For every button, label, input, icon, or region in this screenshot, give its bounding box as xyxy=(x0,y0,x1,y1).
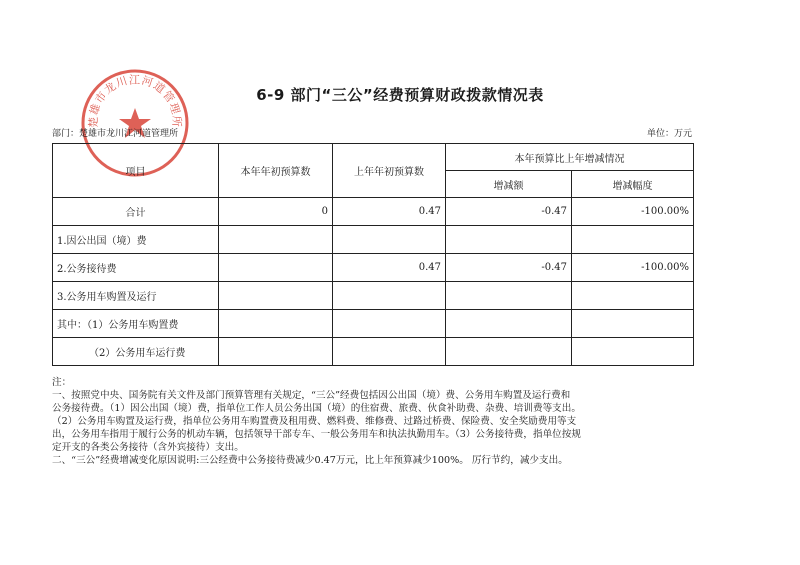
table-row xyxy=(53,226,694,254)
row-previous xyxy=(333,226,446,254)
page-title: 6-9 部门“三公”经费预算财政拨款情况表 xyxy=(256,86,544,104)
table-row xyxy=(53,282,694,310)
row-current: 0 xyxy=(219,198,333,226)
note-line: （2）公务用车购置及运行费，指单位公务用车购置费及租用费、燃料费、维修费、过路过桥费、保险费、安全奖励费用等支 xyxy=(52,416,577,427)
header-item: 项目 xyxy=(53,144,219,198)
row-change: -0.47 xyxy=(446,254,572,282)
row-current xyxy=(219,254,333,282)
table-header-row xyxy=(53,144,694,171)
table-row xyxy=(53,338,694,366)
row-rate xyxy=(572,310,694,338)
row-previous: 0.47 xyxy=(333,198,446,226)
row-change xyxy=(446,282,572,310)
row-current xyxy=(219,338,333,366)
row-previous xyxy=(333,338,446,366)
header-change-rate: 增减幅度 xyxy=(572,171,694,198)
row-item: 其中：（1）公务用车购置费 xyxy=(53,310,219,338)
row-change xyxy=(446,338,572,366)
header-current: 本年年初预算数 xyxy=(219,144,333,198)
notes-section xyxy=(52,376,702,467)
note-line: 一、按照党中央、国务院有关文件及部门预算管理有关规定，“三公”经费包括因公出国（境）费、公务用车购置及运行费和 xyxy=(52,390,571,401)
row-item: 3.公务用车购置及运行 xyxy=(53,282,219,310)
notes-label: 注： xyxy=(52,377,72,388)
seal-text: 楚雄市龙川江河道管理所 xyxy=(86,73,184,128)
row-item: 1.因公出国（境）费 xyxy=(53,226,219,254)
budget-table xyxy=(52,143,694,366)
row-previous xyxy=(333,310,446,338)
table-row xyxy=(53,310,694,338)
note-line: 公务接待费。（1）因公出国（境）费，指单位工作人员公务出国（境）的住宿费、旅费、伙食补助费、杂费、培训费等支出。 xyxy=(52,403,581,414)
row-current xyxy=(219,310,333,338)
unit-label: 单位：万元 xyxy=(646,129,692,139)
row-previous xyxy=(333,282,446,310)
row-change: -0.47 xyxy=(446,198,572,226)
note-line: 出，公务用车指用于履行公务的机动车辆，包括领导干部专车、一般公务用车和执法执勤用车。（3）公务接待费，指单位按规 xyxy=(52,429,581,440)
row-rate xyxy=(572,338,694,366)
department-label: 部门：楚雄市龙川江河道管理所 xyxy=(52,129,179,139)
row-rate: -100.00% xyxy=(572,198,694,226)
header-change-amount: 增减额 xyxy=(446,171,572,198)
row-change xyxy=(446,226,572,254)
row-change xyxy=(446,310,572,338)
row-current xyxy=(219,226,333,254)
row-item: （2）公务用车运行费 xyxy=(53,338,219,366)
note-line: 定开支的各类公务接待（含外宾接待）支出。 xyxy=(52,442,244,453)
row-item: 2.公务接待费 xyxy=(53,254,219,282)
table-row-total xyxy=(53,198,694,226)
header-change-group: 本年预算比上年增减情况 xyxy=(446,144,694,171)
row-item: 合计 xyxy=(53,198,219,226)
header-previous: 上年年初预算数 xyxy=(333,144,446,198)
note-line: 二、“三公”经费增减变化原因说明:三公经费中公务接待费减少0.47万元，比上年预算减少100%。 厉行节约，减少支出。 xyxy=(52,455,568,466)
row-rate xyxy=(572,282,694,310)
row-rate xyxy=(572,226,694,254)
row-rate: -100.00% xyxy=(572,254,694,282)
table-row xyxy=(53,254,694,282)
row-previous: 0.47 xyxy=(333,254,446,282)
row-current xyxy=(219,282,333,310)
